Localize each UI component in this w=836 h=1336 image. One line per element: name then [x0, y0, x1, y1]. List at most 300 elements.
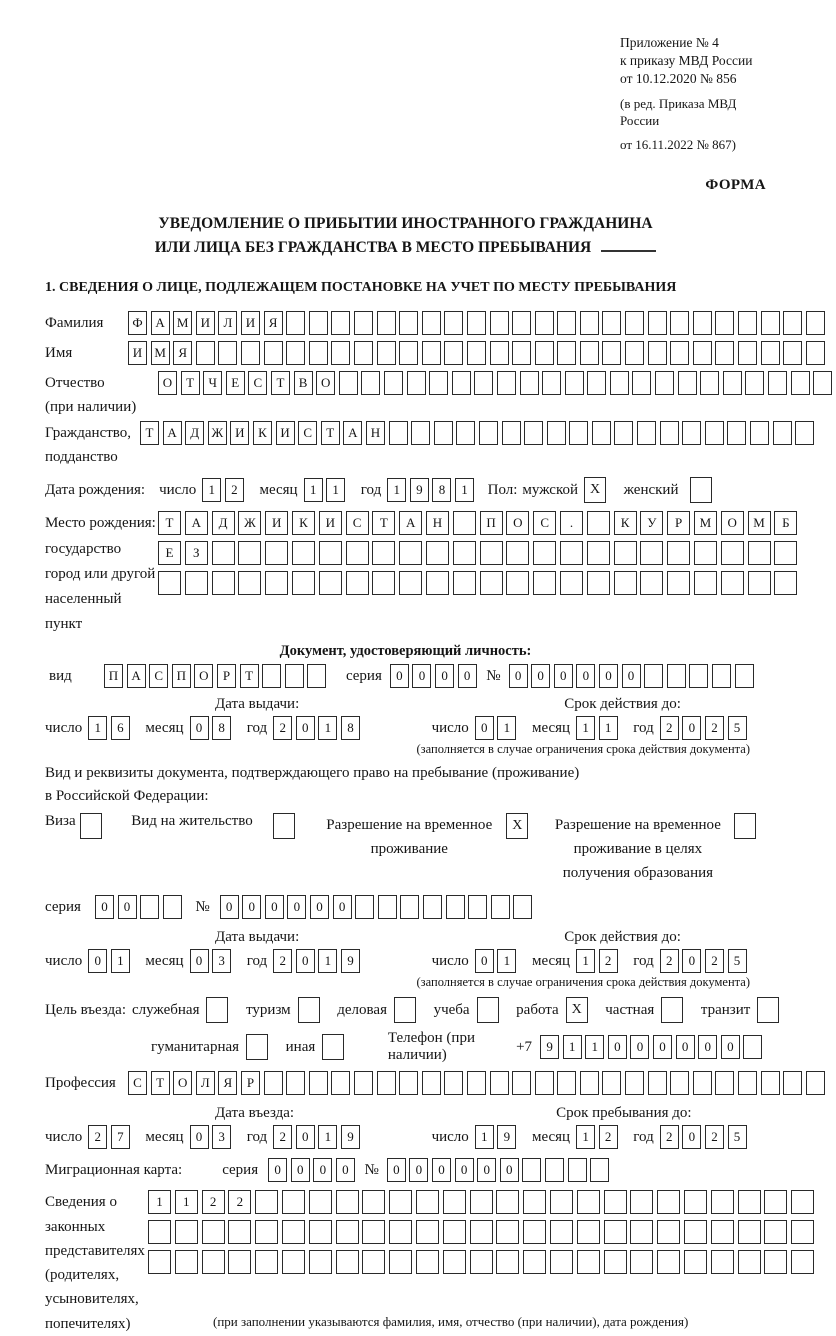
form-cell[interactable]: О: [173, 1071, 192, 1095]
form-cell[interactable]: [657, 1190, 680, 1214]
sex-female-checkbox[interactable]: [690, 477, 712, 503]
form-cell[interactable]: [723, 371, 742, 395]
form-cell[interactable]: [721, 541, 744, 565]
form-cell[interactable]: [175, 1250, 198, 1274]
form-cell[interactable]: [705, 421, 724, 445]
form-cell[interactable]: [453, 511, 476, 535]
form-cell[interactable]: Т: [158, 511, 181, 535]
form-cell[interactable]: И: [241, 311, 260, 335]
form-cell[interactable]: Д: [185, 421, 204, 445]
form-cell[interactable]: [791, 1190, 814, 1214]
form-cell[interactable]: [791, 1220, 814, 1244]
form-cell[interactable]: [670, 1071, 689, 1095]
form-cell[interactable]: [443, 1250, 466, 1274]
form-cell[interactable]: [490, 311, 509, 335]
form-cell[interactable]: [711, 1250, 734, 1274]
form-cell[interactable]: [496, 1220, 519, 1244]
form-cell[interactable]: [774, 541, 797, 565]
form-cell[interactable]: [602, 1071, 621, 1095]
form-cell[interactable]: М: [694, 511, 717, 535]
form-cell[interactable]: [331, 341, 350, 365]
form-cell[interactable]: [738, 311, 757, 335]
form-cell[interactable]: [667, 664, 686, 688]
form-cell[interactable]: Т: [372, 511, 395, 535]
form-cell[interactable]: У: [640, 511, 663, 535]
form-cell[interactable]: [715, 1071, 734, 1095]
form-cell[interactable]: [745, 371, 764, 395]
form-cell[interactable]: 0: [265, 895, 284, 919]
form-cell[interactable]: [610, 371, 629, 395]
form-cell[interactable]: Т: [140, 421, 159, 445]
form-cell[interactable]: [715, 341, 734, 365]
form-cell[interactable]: [362, 1220, 385, 1244]
form-cell[interactable]: [238, 571, 261, 595]
form-cell[interactable]: 0: [599, 664, 618, 688]
form-cell[interactable]: [470, 1250, 493, 1274]
form-cell[interactable]: Я: [173, 341, 192, 365]
visit-purpose-checkbox[interactable]: [757, 997, 779, 1023]
form-cell[interactable]: [550, 1250, 573, 1274]
form-cell[interactable]: 0: [409, 1158, 428, 1182]
form-cell[interactable]: П: [104, 664, 123, 688]
date-day-cell[interactable]: 1: [88, 716, 107, 740]
form-cell[interactable]: [806, 1071, 825, 1095]
form-cell[interactable]: [202, 1220, 225, 1244]
date-day-cell[interactable]: 7: [111, 1125, 130, 1149]
form-cell[interactable]: [640, 571, 663, 595]
form-cell[interactable]: [602, 311, 621, 335]
form-cell[interactable]: [748, 541, 771, 565]
form-cell[interactable]: [262, 664, 281, 688]
form-cell[interactable]: 1: [148, 1190, 171, 1214]
form-cell[interactable]: [264, 1071, 283, 1095]
form-cell[interactable]: О: [194, 664, 213, 688]
form-cell[interactable]: [389, 1220, 412, 1244]
form-cell[interactable]: 0: [608, 1035, 627, 1059]
form-cell[interactable]: А: [399, 511, 422, 535]
temp-residence-checkbox[interactable]: X: [506, 813, 528, 839]
temp-residence-edu-checkbox[interactable]: [734, 813, 756, 839]
form-cell[interactable]: [614, 571, 637, 595]
form-cell[interactable]: К: [614, 511, 637, 535]
form-cell[interactable]: [738, 1071, 757, 1095]
date-year-cell[interactable]: 9: [341, 1125, 360, 1149]
form-cell[interactable]: [783, 1071, 802, 1095]
form-cell[interactable]: [467, 1071, 486, 1095]
form-cell[interactable]: [667, 541, 690, 565]
form-cell[interactable]: [523, 1250, 546, 1274]
form-cell[interactable]: Б: [774, 511, 797, 535]
form-cell[interactable]: [309, 1190, 332, 1214]
form-cell[interactable]: М: [173, 311, 192, 335]
form-cell[interactable]: [682, 421, 701, 445]
form-cell[interactable]: [354, 1071, 373, 1095]
form-cell[interactable]: [735, 664, 754, 688]
form-cell[interactable]: [614, 541, 637, 565]
form-cell[interactable]: Е: [158, 541, 181, 565]
form-cell[interactable]: 0: [554, 664, 573, 688]
date-year-cell[interactable]: 2: [705, 716, 724, 740]
date-month-cell[interactable]: 0: [190, 1125, 209, 1149]
form-cell[interactable]: [319, 541, 342, 565]
form-cell[interactable]: [502, 421, 521, 445]
form-cell[interactable]: Р: [667, 511, 690, 535]
form-cell[interactable]: [407, 371, 426, 395]
date-year-cell[interactable]: 2: [273, 949, 292, 973]
form-cell[interactable]: [506, 571, 529, 595]
date-year-cell[interactable]: 0: [682, 1125, 701, 1149]
visit-purpose-checkbox[interactable]: [394, 997, 416, 1023]
form-cell[interactable]: С: [298, 421, 317, 445]
form-cell[interactable]: [467, 311, 486, 335]
form-cell[interactable]: П: [172, 664, 191, 688]
form-cell[interactable]: 2: [202, 1190, 225, 1214]
form-cell[interactable]: [535, 341, 554, 365]
form-cell[interactable]: 0: [500, 1158, 519, 1182]
date-month-cell[interactable]: 1: [576, 1125, 595, 1149]
form-cell[interactable]: [238, 541, 261, 565]
form-cell[interactable]: [721, 571, 744, 595]
form-cell[interactable]: [768, 371, 787, 395]
date-year-cell[interactable]: 0: [296, 1125, 315, 1149]
form-cell[interactable]: [307, 664, 326, 688]
form-cell[interactable]: [362, 1190, 385, 1214]
form-cell[interactable]: [533, 541, 556, 565]
form-cell[interactable]: [657, 1250, 680, 1274]
form-cell[interactable]: [399, 311, 418, 335]
date-day-cell[interactable]: 1: [475, 1125, 494, 1149]
form-cell[interactable]: 0: [455, 1158, 474, 1182]
form-cell[interactable]: 0: [435, 664, 454, 688]
form-cell[interactable]: Л: [196, 1071, 215, 1095]
form-cell[interactable]: [377, 1071, 396, 1095]
date-year-cell[interactable]: 0: [682, 716, 701, 740]
form-cell[interactable]: 0: [390, 664, 409, 688]
form-cell[interactable]: В: [294, 371, 313, 395]
form-cell[interactable]: 0: [432, 1158, 451, 1182]
form-cell[interactable]: [400, 895, 419, 919]
form-cell[interactable]: [587, 541, 610, 565]
form-cell[interactable]: Т: [240, 664, 259, 688]
form-cell[interactable]: [577, 1250, 600, 1274]
form-cell[interactable]: [783, 311, 802, 335]
date-day-cell[interactable]: 2: [88, 1125, 107, 1149]
form-cell[interactable]: [689, 664, 708, 688]
form-cell[interactable]: И: [128, 341, 147, 365]
form-cell[interactable]: 0: [630, 1035, 649, 1059]
form-cell[interactable]: 9: [540, 1035, 559, 1059]
form-cell[interactable]: [490, 341, 509, 365]
form-cell[interactable]: [331, 311, 350, 335]
form-cell[interactable]: Н: [426, 511, 449, 535]
form-cell[interactable]: [389, 1250, 412, 1274]
form-cell[interactable]: [361, 371, 380, 395]
residence-permit-checkbox[interactable]: [273, 813, 295, 839]
form-cell[interactable]: 0: [336, 1158, 355, 1182]
form-cell[interactable]: [292, 571, 315, 595]
form-cell[interactable]: [282, 1250, 305, 1274]
form-cell[interactable]: [533, 571, 556, 595]
form-cell[interactable]: [523, 1190, 546, 1214]
form-cell[interactable]: [569, 421, 588, 445]
form-cell[interactable]: А: [185, 511, 208, 535]
form-cell[interactable]: [614, 421, 633, 445]
form-cell[interactable]: Д: [212, 511, 235, 535]
form-cell[interactable]: [422, 1071, 441, 1095]
form-cell[interactable]: [580, 341, 599, 365]
sex-male-checkbox[interactable]: X: [584, 477, 606, 503]
form-cell[interactable]: [743, 1035, 762, 1059]
form-cell[interactable]: [444, 1071, 463, 1095]
form-cell[interactable]: [522, 1158, 541, 1182]
form-cell[interactable]: [524, 421, 543, 445]
form-cell[interactable]: К: [253, 421, 272, 445]
visit-purpose-checkbox[interactable]: [477, 997, 499, 1023]
form-cell[interactable]: И: [230, 421, 249, 445]
form-cell[interactable]: [557, 341, 576, 365]
date-day-cell[interactable]: 0: [475, 949, 494, 973]
form-cell[interactable]: С: [248, 371, 267, 395]
form-cell[interactable]: [241, 341, 260, 365]
form-cell[interactable]: [587, 571, 610, 595]
form-cell[interactable]: [577, 1220, 600, 1244]
form-cell[interactable]: [265, 541, 288, 565]
form-cell[interactable]: [491, 895, 510, 919]
form-cell[interactable]: [774, 571, 797, 595]
form-cell[interactable]: [670, 341, 689, 365]
form-cell[interactable]: И: [196, 311, 215, 335]
form-cell[interactable]: [700, 371, 719, 395]
date-year-cell[interactable]: 9: [410, 478, 429, 502]
visit-purpose-checkbox[interactable]: [661, 997, 683, 1023]
form-cell[interactable]: [604, 1190, 627, 1214]
form-cell[interactable]: [319, 571, 342, 595]
form-cell[interactable]: 0: [653, 1035, 672, 1059]
form-cell[interactable]: [399, 541, 422, 565]
form-cell[interactable]: [764, 1190, 787, 1214]
date-year-cell[interactable]: 1: [318, 716, 337, 740]
form-cell[interactable]: [592, 421, 611, 445]
form-cell[interactable]: 0: [287, 895, 306, 919]
form-cell[interactable]: О: [721, 511, 744, 535]
date-year-cell[interactable]: 0: [296, 949, 315, 973]
form-cell[interactable]: [806, 341, 825, 365]
form-cell[interactable]: 0: [622, 664, 641, 688]
form-cell[interactable]: Ж: [238, 511, 261, 535]
date-year-cell[interactable]: 8: [432, 478, 451, 502]
form-cell[interactable]: [660, 421, 679, 445]
form-cell[interactable]: 0: [477, 1158, 496, 1182]
form-cell[interactable]: [336, 1220, 359, 1244]
date-year-cell[interactable]: 0: [296, 716, 315, 740]
date-day-cell[interactable]: 9: [497, 1125, 516, 1149]
form-cell[interactable]: [684, 1250, 707, 1274]
form-cell[interactable]: [637, 421, 656, 445]
form-cell[interactable]: [355, 895, 374, 919]
date-year-cell[interactable]: 5: [728, 716, 747, 740]
form-cell[interactable]: 0: [676, 1035, 695, 1059]
visit-purpose-checkbox[interactable]: [322, 1034, 344, 1060]
form-cell[interactable]: 2: [228, 1190, 251, 1214]
form-cell[interactable]: [648, 1071, 667, 1095]
form-cell[interactable]: [547, 421, 566, 445]
date-month-cell[interactable]: 0: [190, 716, 209, 740]
form-cell[interactable]: 0: [387, 1158, 406, 1182]
form-cell[interactable]: [282, 1190, 305, 1214]
form-cell[interactable]: [429, 371, 448, 395]
form-cell[interactable]: [411, 421, 430, 445]
form-cell[interactable]: [761, 1071, 780, 1095]
form-cell[interactable]: [655, 371, 674, 395]
date-year-cell[interactable]: 2: [660, 949, 679, 973]
date-month-cell[interactable]: 2: [599, 1125, 618, 1149]
form-cell[interactable]: [648, 311, 667, 335]
form-cell[interactable]: [678, 371, 697, 395]
form-cell[interactable]: [513, 895, 532, 919]
form-cell[interactable]: [684, 1190, 707, 1214]
form-cell[interactable]: [630, 1250, 653, 1274]
form-cell[interactable]: [285, 664, 304, 688]
form-cell[interactable]: [255, 1220, 278, 1244]
form-cell[interactable]: [467, 341, 486, 365]
form-cell[interactable]: [474, 371, 493, 395]
form-cell[interactable]: [331, 1071, 350, 1095]
form-cell[interactable]: [506, 541, 529, 565]
form-cell[interactable]: 0: [220, 895, 239, 919]
form-cell[interactable]: Я: [264, 311, 283, 335]
visit-purpose-checkbox[interactable]: [206, 997, 228, 1023]
form-cell[interactable]: [783, 341, 802, 365]
form-cell[interactable]: [580, 1071, 599, 1095]
form-cell[interactable]: Н: [366, 421, 385, 445]
form-cell[interactable]: [377, 341, 396, 365]
form-cell[interactable]: [693, 1071, 712, 1095]
form-cell[interactable]: [443, 1190, 466, 1214]
date-year-cell[interactable]: 1: [318, 1125, 337, 1149]
form-cell[interactable]: [560, 571, 583, 595]
date-month-cell[interactable]: 0: [190, 949, 209, 973]
form-cell[interactable]: [557, 311, 576, 335]
form-cell[interactable]: [625, 311, 644, 335]
date-year-cell[interactable]: 1: [318, 949, 337, 973]
form-cell[interactable]: 0: [576, 664, 595, 688]
form-cell[interactable]: [399, 1071, 418, 1095]
form-cell[interactable]: 1: [563, 1035, 582, 1059]
form-cell[interactable]: Я: [218, 1071, 237, 1095]
form-cell[interactable]: [520, 371, 539, 395]
date-month-cell[interactable]: 1: [304, 478, 323, 502]
form-cell[interactable]: [372, 541, 395, 565]
form-cell[interactable]: Р: [217, 664, 236, 688]
form-cell[interactable]: [228, 1250, 251, 1274]
form-cell[interactable]: [480, 571, 503, 595]
form-cell[interactable]: [292, 541, 315, 565]
form-cell[interactable]: [748, 571, 771, 595]
form-cell[interactable]: Т: [151, 1071, 170, 1095]
form-cell[interactable]: [693, 311, 712, 335]
form-cell[interactable]: [264, 341, 283, 365]
form-cell[interactable]: [670, 311, 689, 335]
form-cell[interactable]: [694, 541, 717, 565]
form-cell[interactable]: 0: [698, 1035, 717, 1059]
form-cell[interactable]: И: [265, 511, 288, 535]
date-year-cell[interactable]: 2: [705, 949, 724, 973]
form-cell[interactable]: [339, 371, 358, 395]
form-cell[interactable]: 0: [242, 895, 261, 919]
form-cell[interactable]: 1: [585, 1035, 604, 1059]
form-cell[interactable]: 0: [268, 1158, 287, 1182]
form-cell[interactable]: С: [149, 664, 168, 688]
form-cell[interactable]: [625, 1071, 644, 1095]
form-cell[interactable]: [453, 541, 476, 565]
date-year-cell[interactable]: 1: [455, 478, 474, 502]
form-cell[interactable]: [640, 541, 663, 565]
form-cell[interactable]: [496, 1190, 519, 1214]
form-cell[interactable]: [416, 1250, 439, 1274]
form-cell[interactable]: [148, 1220, 171, 1244]
form-cell[interactable]: [148, 1250, 171, 1274]
form-cell[interactable]: 0: [531, 664, 550, 688]
form-cell[interactable]: [423, 895, 442, 919]
form-cell[interactable]: 0: [313, 1158, 332, 1182]
form-cell[interactable]: [336, 1250, 359, 1274]
form-cell[interactable]: [496, 1250, 519, 1274]
form-cell[interactable]: [354, 311, 373, 335]
form-cell[interactable]: [657, 1220, 680, 1244]
form-cell[interactable]: [764, 1250, 787, 1274]
form-cell[interactable]: [309, 1220, 332, 1244]
visit-purpose-checkbox[interactable]: X: [566, 997, 588, 1023]
form-cell[interactable]: [791, 1250, 814, 1274]
form-cell[interactable]: [545, 1158, 564, 1182]
form-cell[interactable]: [813, 371, 832, 395]
date-day-cell[interactable]: 1: [202, 478, 221, 502]
form-cell[interactable]: [422, 311, 441, 335]
form-cell[interactable]: С: [128, 1071, 147, 1095]
form-cell[interactable]: М: [151, 341, 170, 365]
date-month-cell[interactable]: 1: [326, 478, 345, 502]
form-cell[interactable]: [470, 1190, 493, 1214]
form-cell[interactable]: [399, 571, 422, 595]
form-cell[interactable]: [512, 341, 531, 365]
form-cell[interactable]: О: [506, 511, 529, 535]
form-cell[interactable]: 1: [175, 1190, 198, 1214]
form-cell[interactable]: [535, 1071, 554, 1095]
date-day-cell[interactable]: 0: [88, 949, 107, 973]
form-cell[interactable]: [175, 1220, 198, 1244]
form-cell[interactable]: [377, 311, 396, 335]
form-cell[interactable]: [523, 1220, 546, 1244]
form-cell[interactable]: [630, 1190, 653, 1214]
form-cell[interactable]: [452, 371, 471, 395]
form-cell[interactable]: [711, 1220, 734, 1244]
form-cell[interactable]: [727, 421, 746, 445]
form-cell[interactable]: [773, 421, 792, 445]
form-cell[interactable]: [712, 664, 731, 688]
form-cell[interactable]: [399, 341, 418, 365]
date-month-cell[interactable]: 1: [599, 716, 618, 740]
form-cell[interactable]: [715, 311, 734, 335]
form-cell[interactable]: [738, 1250, 761, 1274]
date-year-cell[interactable]: 2: [660, 716, 679, 740]
form-cell[interactable]: [791, 371, 810, 395]
form-cell[interactable]: [309, 341, 328, 365]
form-cell[interactable]: А: [127, 664, 146, 688]
form-cell[interactable]: [587, 511, 610, 535]
form-cell[interactable]: .: [560, 511, 583, 535]
form-cell[interactable]: [512, 311, 531, 335]
visit-purpose-checkbox[interactable]: [298, 997, 320, 1023]
